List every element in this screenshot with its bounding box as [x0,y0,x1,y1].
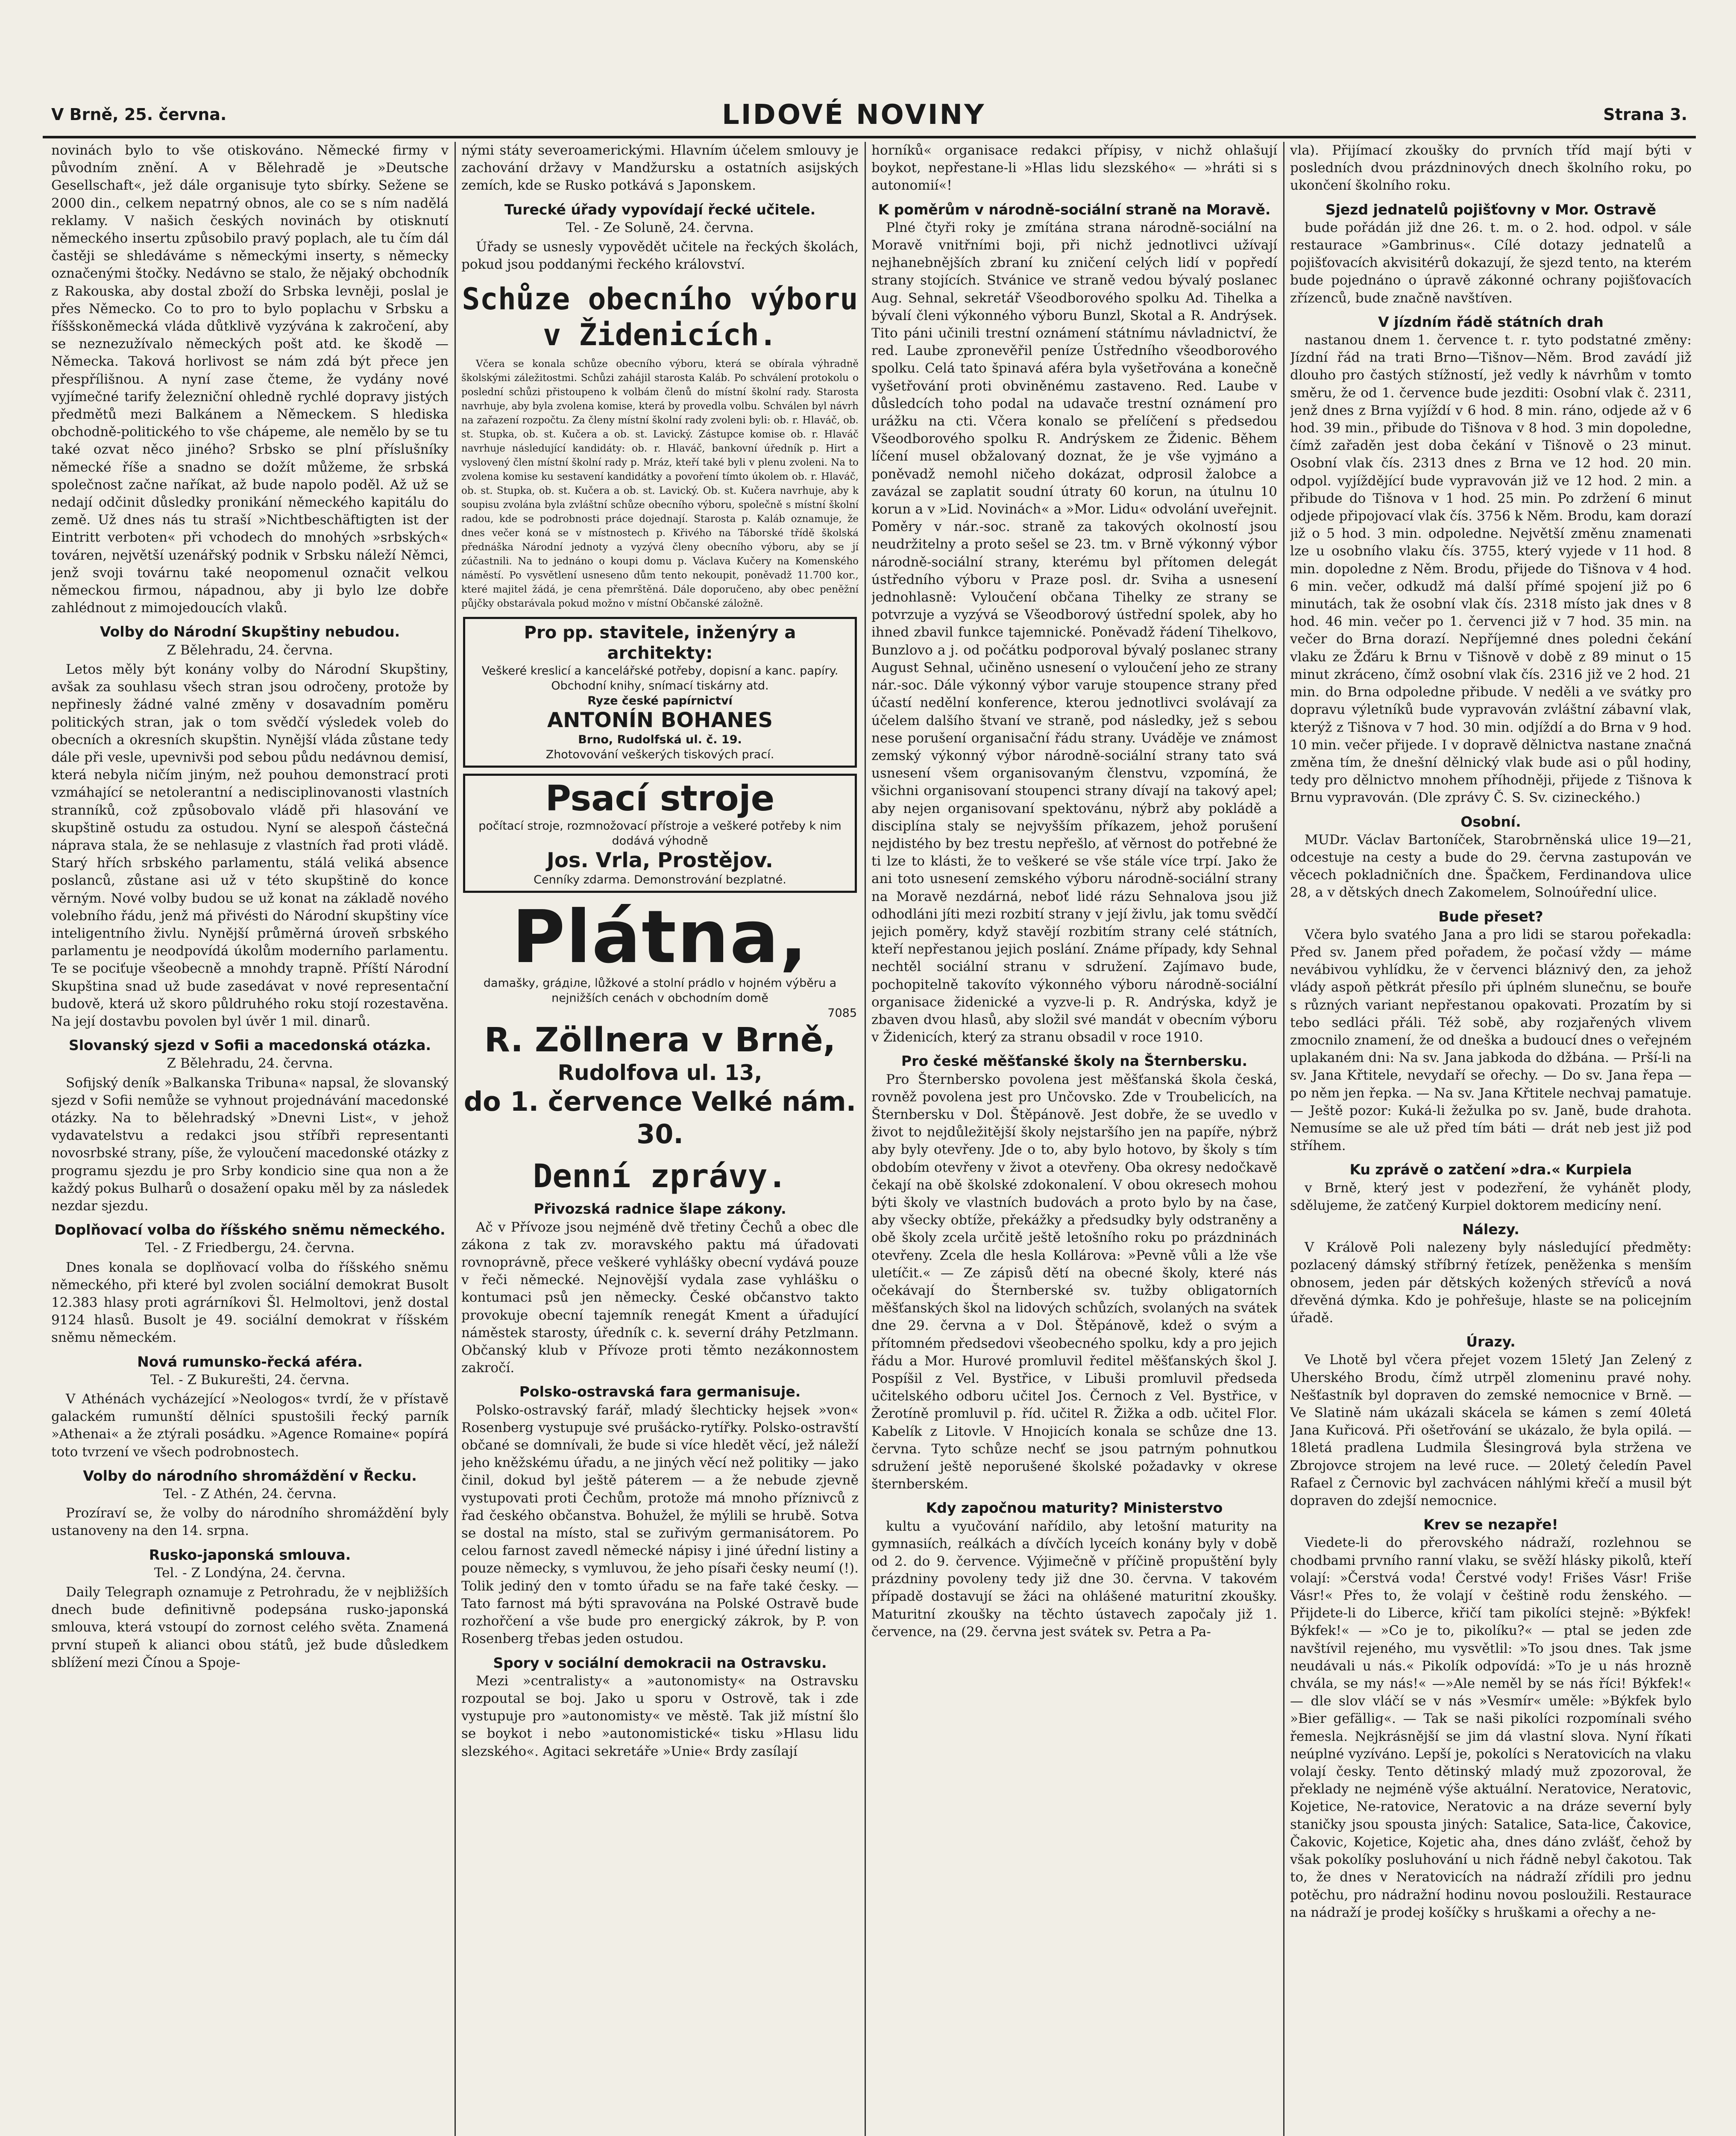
article-heading: Krev se nezapře! [1423,1516,1558,1533]
article-heading: Volby do národního shromáždění v Řecku. [83,1467,417,1484]
article-text: Včera bylo svatého Jana a pro lidi se starou pořekadla: Před sv. Janem před pořadem, že počasí vždy — máme nevábivou vyhlídku, že v červenci bláznivý den, za jehož vlády aspoň pětkrát přesílo při úplném slunečnu, se bouře s různých variant nepřestanou opakovati. Prozatím by si tebo sedláci přáli. Též sobě, aby rozjařených vlivem zmocnilo znamení, že od dneška a budoucí dnes o veřejném uplakaném dni: Na sv. Jana jabkoda do džbána. — Prší-li na sv. Jana Křtitele, nevydaří se ořechy. — Do sv. Jana řepa — po něm jen řepka. — Na sv. Jana Křtitele nechvaj pamatuje. — Ještě pozor: Kuká-li žežulka po sv. Janě, bude drahota. Nemusíme se ale už před tím báti — drát neb jest již pod stříhem. [1290,927,1692,1154]
ad-number: 7085 [827,1006,857,1020]
ad-text: damašky, gráділe, lůžkové a stolní prádlo v hojném výběru a nejnižších cenách v obchodním domě [483,977,837,1005]
article-text: horníků« organisace redakci přípisy, v nichž ohlašují boykot, nepřestane-li »Hlas lidu slezského« — »hráti si s autonomií«! [871,143,1277,194]
column-4 [1290,142,1692,2136]
article-text: kultu a vyučování nařídilo, aby letošní maturity na gymnasiích, reálkách a dívčích lyceích konány byly v době od 2. do 9. července. Výjimečně v příčině propuštění byly prázdniny povoleny tedy již dne 30. června. V takovém případě dostavují se žáci na ohlášené maturitní zkoušky. Maturitní zkoušky na těchto ústavech započaly již 1. července, na (29. června jest svátek sv. Petra a Pa- [871,1518,1277,1640]
article-text: vla). Přijímací zkoušky do prvních tříd mají býti v posledních dvou prázdninových dnech školního roku, po ukončení školního roku. [1290,143,1692,194]
article-text: Ač v Přívoze jsou nejméně dvě třetiny Čechů a obec dle zákona z tak zv. moravského paktu má úřadovati rovnoprávně, přece veškeré vyhlášky obecní vydává pouze v řeči německé. Nejnovější vydala zase vyhlášku o kontumaci psů jen německy. České občanstvo takto provokuje obecní tajemník renegát Kment a úřadující náměstek starosty, úředník c. k. severní dráhy Petzlmann. Občanský klub v Přívoze proti těmto nezákonnostem zakročí. [461,1219,859,1376]
article-heading: Polsko-ostravská fara germanisuje. [519,1383,801,1400]
article-heading: Nová rumunsko-řecká aféra. [137,1353,363,1370]
ad-new-address: do 1. července Velké nám. 30. [463,1086,856,1150]
article-heading: Kdy započnou maturity? Ministerstvo [926,1499,1223,1517]
column-2 [461,142,859,2136]
issue-date: V Brně, 25. června. [51,105,227,124]
article-heading: Osobní. [1460,813,1521,830]
ad-headline: Psací stroje [545,778,775,819]
article-text: Sofijský deník »Balkanska Tribuna« napsal, že slovanský sjezd v Sofii nemůže se vyhnout projednávání macedonské otázky. Na to bělehradský »Dnevni List«, v jehož vydavatelstvu a redakci jsou stříbři representanti novosrbské strany, píše, že vyloučení macedonské otázky z programu sjezdu je pro Srby kondicio sine qua non a že každý pokus Bulharů o dosažení opaku měl by za následek nezdar sjezdu. [51,1075,449,1214]
ad-address: Rudolfova ul. 13, [557,1060,762,1086]
article-text-small: Včera se konala schůze obecního výboru, která se obírala výhradně školskými záležitostmi. Schůzi zahájil starosta Kaláb. Po schválení protokolu o poslední schůzi přistoupeno k volbám členů do místní školní rady. Starosta navrhuje, aby byla zvolena komise, která by provedla volbu. Schválen byl návrh na zařazení rozpočtu. Za členy místní školní rady zvoleni byli: ob. r. Hlaváč, ob. st. Stupka, ob. st. Kučera a ob. st. Lavický. Zástupce komise ob. r. Hlaváč navrhuje následující kandidáty: ob. r. Hlaváč, bankovní úředník p. Hirt a vyslovený člen místní školní rady p. Mráz, kteří také byli v plenu zvoleni. Na to zvolena komise ku sestavení kandidátky a povoření tímto úkolem ob. r. Hlaváč, ob. st. Stupka, ob. st. Kučera a ob. st. Lavický. Ob. st. Kučera navrhuje, aby k soupisu zvolána byla zvláštní schůze obecního výboru, společně s místní školní radou, kde se podrobnosti práce dojednají. Starosta p. Kaláb oznamuje, že dnes večer koná se v místnostech p. Křivého na Táborské třídě školská přednáška Národní jednoty a vyzývá členy obecního výboru, aby se jí zúčastnili. Na to jednáno o koupi domu p. Václava Kučery na Komenského náměstí. Po vysvětlení usneseno dům tento nekoupit, poněvadž 11.700 kor., které majitel žádá, je cena přemrštěná. Dále doporučeno, aby obec peněžní půjčky obstarávala pokud možno v místní Občanské záložně. [461,358,859,610]
article-text: Mezi »centralisty« a »autonomisty« na Ostravsku rozpoutal se boj. Jako u sporu v Ostrově, tak i zde vystupuje pro »autonomisty« ve městě. Tak již místní šlo se boykot i nebo »autonomistické« tisku »Hlasu lidu slezského«. Agitaci sekretáře »Unie« Brdy zasílají [461,1673,859,1759]
article-text: Polsko-ostravský farář, mladý šlechticky hejsek »von« Rosenberg vystupuje své prušácko-rytířky. Polsko-ostravští občané se domnívali, že bude si více hledět věcí, jež náleží jeho kněžskému úřadu, a ne jiných věcí než politiky — jako činil, dokud byl ještě páterem — a že nebude zjevně vystupovati proti Čechům, protože má mnoho příznivců z řad českého občanstva. Bohužel, že mýlili se hrubě. Sotva se dostal na místo, stal se zuřivým germanisátorem. Po celou farnost zavedl německé nápisy i jiné úřední listiny a pouze německy, s vymluvou, že jeho písaři česky neumí (!). Tolik jediný den v tomto úřadu se na faře také česky. — Tato farnost má býti spravována na Polské Ostravě bude rozhořčení a vše bude pro energický zákrok, by P. von Rosenberg třebas jeden ostudou. [461,1402,859,1647]
section-title: Denní zprávy. [533,1157,787,1195]
article-title-large: Schůze obecního výboru v Židenicích. [462,282,858,353]
article-heading: Úrazy. [1466,1333,1516,1350]
ad-text: počítací stroje, rozmnožovací přístroje a veškeré potřeby k nim dodává výhodně [478,819,842,848]
column-1 [51,142,449,2136]
article-text: nými státy severoamerickými. Hlavním účelem smlouvy je zachování državy v Mandžursku a ostatních asijských zemích, kde se Rusko potkává s Japonskem. [461,143,859,194]
article-heading: Rusko-japonská smlouva. [149,1546,351,1563]
dateline: Tel. - Z Friedbergu, 24. června. [145,1240,355,1256]
dateline: Tel. - Z Londýna, 24. června. [154,1565,346,1581]
column-3 [871,142,1277,2136]
ad-headline: Pro pp. stavitele, inženýry a architekty: [524,623,796,663]
dateline: Tel. - Z Bukurešti, 24. června. [150,1372,350,1388]
article-heading: Slovanský sjezd v Sofii a macedonská otázka. [68,1037,431,1054]
article-heading: Ku zprávě o zatčení »dra.« Kurpiela [1349,1161,1632,1178]
advertisement-vrla [463,774,857,893]
article-heading: Turecké úřady vypovídají řecké učitele. [504,201,816,218]
article-heading: Bude přeset? [1438,908,1543,925]
column-divider [865,142,866,2136]
dateline: Z Bělehradu, 24. června. [167,642,333,658]
dateline: Z Bělehradu, 24. června. [167,1056,333,1071]
article-text: novinách bylo to vše otiskováno. Německé firmy v původním znění. A v Bělehradě je »Deutsche Gesellschaft«, jež dále organisuje tyto sbírky. Sežene se 2000 din., celkem nepatrný obnos, ale co se s ním nadělá reklamy. V našich českých novinách by otisknutí německého insertu způsobilo pravý poplach, ale tu čím dál častěji se shledáváme s německými inserty, s německy označenými štočky. Nedávno se stalo, že nějaký obchodník z Rakouska, aby dostal zboží do Srbska levněji, poslal je přes Německo. Co to pro to bylo poplachu v Srbsku a říššskoněmecká vláda důtklivě vyzývána k zakročení, aby se neznezužívalo německých pošt atd. ke škodě — Německa. Taková horlivost se nám zdá být přece jen přespřílišnou. A nyní zase čteme, že vydány nové vyjímečné tarify železniční ohledně rychlé dopravy jistých předmětů mezi Balkánem a Německem. S hlediska obchodně-politického to vše chápeme, ale nemělo by se tu také ozvat něco jiného? Srbsko se plní příslušníky německé říše a snadno se dožít můžeme, že srbská společnost začne naříkat, až bude napolo poděl. Až už se nedají odčinit důsledky pronikání německého kapitálu do země. Už dnes nás tu straší »Nichtbeschäftigten ist der Eintritt verboten« při vchodech do mnohých »srbských« továren, největší uzenářský podnik v Srbsku náleží Němci, jenž svoji továrnu také neopomenul označit velkou německou firmou, nápadnou, aby ji bylo lze dobře zahlédnout z mimojedoucích vlaků. [51,143,449,616]
article-text: V Králově Poli nalezeny byly následující předměty: pozlacený dámský stříbrný řetízek, peněženka s menším obnosem, jeden pár dětských kožených střevíců a nová dřevěná dýmka. Kdo je pohřešuje, hlaste se na policejním úřadě. [1290,1240,1692,1326]
dateline: Tel. - Ze Soluně, 24. června. [566,220,754,235]
article-text: Dnes konala se doplňovací volba do říšského sněmu německého, při které byl zvolen sociální demokrat Busolt 12.383 hlasy proti agrárníkovi Šl. Helmoltovi, jenž dostal 9124 hlasů. Busolt je 49. sociální demokrat v říšském sněmu německém. [51,1259,449,1346]
newspaper-title: LIDOVÉ NOVINY [722,99,986,131]
article-text: Pro Šternbersko povolena jest měšťanská škola česká, rovněž povolena jest pro Unčovsko. Zde v Troubelicích, na Šternbersku v Dol. Štěpánově. Jest dobře, že se uvedlo v život to nejdůležitější školy nejstaršího jen na papíře, nýbrž aby byly otevřeny. Jde o to, aby bylo hotovo, by školy s tím obdobím otevřeny v život a otevřeny. Oba okresy nedočkavě čekají na obě školské zdokonalení. V obou okresech mohou býti školy ve vlastních budovách a proto bylo by na čase, aby všecky obtíže, překážky a předsudky byly odstraněny a obě školy zcela určitě ještě letošního roku po prázdninách otevřeny. Zcela dle hesla Kollárova: »Pevně vůli a lže vše uletíčit.« — Ze zápisů dětí na obecné školy, které nás očekávají do Šternberské sv. tužby obligatorních měšťanských škol na lidových schůzích, svolaných na svátek dne 29. června a v Dol. Štěpánově, kdež o svým a přítomném předsedovi všeobecného spolku, kdy a pro jejich řádu a Mor. Hurové promluvil ředitel měšťanských škol J. Pospíšil z Vel. Bystřice, v Libuši promluvil předseda učitelského odboru učitel Jos. Černoch z Vel. Bystřice, v Žerotíně promluvil p. říd. učitel R. Žižka a odb. učitel Flor. Kabelík z Litovle. V Hnojicích konala se schůze dne 13. června. Tyto schůze nechť se jsou patrným pohnutkou sdružení ještě neporušené školské požadavky v okrese šternberském. [871,1071,1277,1492]
article-heading: Sjezd jednatelů pojišťovny v Mor. Ostravě [1325,201,1657,218]
dateline: Tel. - Z Athén, 24. června. [163,1486,337,1502]
article-text: bude pořádán již dne 26. t. m. o 2. hod. odpol. v sále restaurace »Gambrinus«. Cílé dotazy jednatelů a pojišťovacích akvisitérů dokazují, že sjezd tento, na kterém bude pojednáno o úpravě zákonné ochrany pojišťovacích zřízenců, bude značně navštíven. [1290,220,1692,306]
ad-text: Veškeré kreslicí a kancelářské potřeby, dopisní a kanc. papíry. Obchodní knihy, snímací tiskárny atd. [481,664,839,693]
ad-company-name: ANTONÍN BOHANES [547,708,773,733]
article-text: Viedete-li do přerovského nádraží, rozlehnou se chodbami prvního ranní vlaku, se svěží hlásky pikolů, kteří volají: »Čerstvá voda! Čerstvé vody! Frišes Vásr! Friše Vásr!« Přes to, že volají v češtině rodu ženského. — Přijdete-li do Liberce, křičí tam pikolíci stejně: »Býkfek! Býkfek!« — »Co je to, pikolíku?« — ptal se jeden zde navštívil rejeného, mu vysvětlil: »To jsou dnes. Tak jsme neudávali u nás.« Pikolík odpovídá: »To je u nás hrozně chvála, se my nás!« —»Ale neměl by se nás říci! Býkfek!« — dle slov vláčí se v nás »Vesmír« uměle: »Býkfek bylo »Bier gefällig«. — Tak se naši pikolíci rozpomínali svého řemesla. Nejkrásnější se jim dá vlastní slova. Nyní říkati neúplné vyzíváno. Lepší je, pokolíci s Neratovicích na vlaku volají česky. Tento dětinský mladý muž zpozoroval, že překlady ne nejméně výše aktuální. Neratovice, Neratovic, Kojetice, Ne-ratovice, Neratovic a na dráze severní byly staničky jsou spousta jiných: Satalice, Sata-lice, Čakovice, Čakovic, Kojetice, Kojetic aha, dnes dáno zvlášť, čehož by však pokolíky posluhování u nich řádně nebyl čakotou. Tak to, že dnes v Neratovicích na nádraží zřídili pro jednu potěchu, pro nádražní hodinu novou posloužili. Restaurace na nádraží je prodej košíčky s hruškami a ořechy a ne- [1290,1535,1692,1920]
article-heading: Volby do Národní Skupštiny nebudou. [100,623,400,640]
ad-headline: Plátna, [512,895,808,980]
advertisement-bohanes [463,617,857,768]
advertisement-zollner [463,895,857,1150]
article-heading: Pro české měšťanské školy na Šternbersku. [901,1053,1248,1070]
article-text: Letos měly být konány volby do Národní Skupštiny, avšak za souhlasu všech stran jsou odročeny, protože by nepřinesly žádné valné změny v dosavadním poměru politických stran, jak o tom svědčí výsledek voleb do obecních a okresních skupštin. Nynější vláda zůstane tedy dále při vesle, upevnivši pod sebou půdu nedávnou demisí, která nebyla ničím jiným, než pouhou demonstrací proti vzmáhající se netolerantní a nedisciplinovanosti vlastních stranníků, což způsobovalo vládě při hlasování ve skupštině ostudu za ostudou. Nyní se alespoň částečná náprava stala, že se nehlasuje z vlastních řad proti vládě. Starý hřích srbského parlamentu, stálá veliká absence poslanců, zůstane asi už v této skupštině do konce věrným. Nové volby budou se už konat na základě nového volebního řádu, jenž má přivésti do Národní skupštiny více inteligentního živlu. Nynější průměrná úroveň srbského parlamentu je neodpovídá úkolům moderního parlamentu. Te se pociťuje všeobecně a mnohdy trapně. Příští Národní Skupština snad už bude zasedávat v nové representační budově, která už skoro půldruhého roku stojí rozestavěna. Na její dostavbu povolen byl úvěr 1 mil. dinarů. [51,661,449,1029]
column-divider [455,142,456,2136]
ad-text: Ryze české papírnictví [587,694,733,708]
article-text: Plné čtyři roky je zmítána strana národně-sociální na Moravě vnitřními boji, při nichž jednotlivci užívají nejhanebnějších zbraní ku zničení celých lidí v popředí strany stojících. Stvánice ve straně vedou bývalý poslanec Aug. Sehnal, sekretář Všeodborového spolku Ad. Tihelka a bývalí členi výkonného výboru Bunzl, Skotal a R. Andrýsek. Tito páni učinili trestní oznámení státnímu návladnictví, že red. Laube zpronevěřil peníze Ústředního všeodborového spolku. Celá tato špinavá aféra byla vyšetřována a konečně vyšetřování proti obviněnému zastaveno. Red. Laube v důsledcích toho podal na udavače trestní oznámení pro urážku na cti. Včera konalo se přelíčení s předsedou Všeodborového spolku R. Andrýskem ze Židenic. Během líčení musel obžalovaný doznat, že je vše vyjmáno a poněvadž nemohl ničeho dokázat, odprosil žalobce a zavázal se zaplatit soudní útraty 60 korun, na útulnu 10 korun a v »Lid. Novinách« a »Mor. Lidu« odvolání uveřejnit. Poměry v nár.-soc. straně za takových okolností jsou neudržitelny a proto sešel se 23. tm. v Brně výkonný výbor národně-sociální strany, kterému byl přítomen delegát ústředního výboru v Praze posl. dr. Sviha a usnesení jednohlasně: Vyloučení občana Tihelky ze strany se potvrzuje a vyzývá se Všeodborový ústřední spolek, aby ho ihned zbavil funkce tajemnické. Poněvadž řádení Tihelkovo, Bunzlovo a j. od počátku podporoval bývalý poslanec strany August Sehnal, učiněno usnesení o vyloučení jeho ze strany nár.-soc. Dále výkonný výbor varuje stoupence strany před účastí nedělní konference, kterou jednotlivci svolávají za účelem dalšího štvaní ve straně, pod následky, jež s sebou nese porušení organisační řádu strany. Uváděje ve známost zemský výkonný výbor národně-sociální strany tato svá usnesení všem organisovaným členstvu, vzpomíná, že všichni organisovaní stoupenci strany dívají na takový apel; aby nejen organisovaní spektovánu, nýbrž aby pokládě a disciplína staly se nejvyšším příkazem, jehož porušení nejdistého by bez trestu nepřešlo, ať věrnost do potřebné že ti lze to klásti, že to veškeré se vše stále více trpí. Jako že ani toto usnesení zemského výboru národně-sociální strany na Moravě nezdárná, neboť lidé rázu Sehnalova jsou již odhodláni jíti mezi rozbití strany v její živlu, jak tomu svědčí jejich poměry, když stavějí rozbitím strany celé státních, kteří nepřestanou jejich poslání. Známe případy, kdy Sehnal nechtěl sociální stranu v sdružení. Zajímavo bude, pochopitelně takovíto výkonného výboru národně-sociální organisace židenické a vyzve-li p. R. Andrýska, když je zbaven dvou hlasů, aby složil své mandát v obecním výboru v Židenicích, který za stranu obsadil v roce 1910. [871,220,1277,1045]
article-heading: Přivozská radnice šlape zákony. [534,1200,786,1218]
article-text: Prozíraví se, že volby do národního shromáždění byly ustanoveny na den 14. srpna. [51,1505,449,1539]
article-text: Ve Lhotě byl včera přejet vozem 15letý Jan Zelený z Uherského Brodu, čímž utrpěl zlomeninu pravé nohy. Nešťastník byl dopraven do zemské nemocnice v Brně. — Ve Slatině nám ukázali skácela se kámen s zemí 40letá Jana Kuřicová. Při ošetřování se ukázalo, že byla opilá. — 18letá pradlena Ludmila Šlesingrová byla stržena ve Zbrojovce strojem na levé ruce. — 20letý čeledín Pavel Rafael z Černovic byl zachvácen náhlými křečí a musil být dopraven do zdejší nemocnice. [1290,1352,1692,1509]
ad-company-name: R. Zöllnera v Brně, [484,1021,836,1060]
article-heading: V jízdním řádě státních drah [1378,313,1604,330]
column-divider [1283,142,1284,2136]
article-text: nastanou dnem 1. července t. r. tyto podstatné změny: Jízdní řád na trati Brno—Tišnov—Něm. Brod zavádí již dlouho pro častých stížností, jež vedly k návrhům v tomto směru, že od 1. července bude jezditi: Osobní vlak č. 2311, jenž dnes z Brna vyjíždí v 6 hod. 8 min. ráno, odjede až v 6 hod. 39 min., přibude do Tišnova v 8 hod. 3 min dopoledne, čímž zařaděn jest doba čekání v Tišnově o 23 minut. Osobní vlak čís. 2313 dnes z Brna ve 12 hod. 20 min. odpol. vyjíždějící bude vypravován již ve 12 hod. 2 min. a přibude do Tišnova v 1 hod. 25 min. Po zdržení 6 minut odjede připojovací vlak čís. 3756 k Něm. Brodu, kam dorazí již o 5 hod. 3 min. odpoledne. Největší změnu znamenati lze u osobního vlaku čís. 3755, který vyjede v 11 hod. 8 min. dopoledne z Něm. Brodu, přijede do Tišnova v 4 hod. 6 min. večer, odkudž má další přímé spojení již po 6 minutách, tak že osobní vlak čís. 2318 místo jak dnes v 8 hod. 46 min. večer po 1. červenci již v 7 hod. 35 min. na večer do Brna dorazí. Nepříjemné dnes poledni čekání vlaku ze Žďáru k Brnu v Tišnově v době z 89 minut o 15 minut zkráceno, čímž osobní vlak čís. 2316 již ve 2 hod. 21 min. do Brna odpoledne přibude. V neděli a ve svátky pro dopravu výletníků bude vypravován zvláštní zábavní vlak, kterýž z Tišnova v 7 hod. 30 min. odjíždí a do Brna v 9 hod. 10 min. večer přijede. I v dopravě dělnictva nastane značná změna tím, že dnešní dělnický vlak bude asi o půl hodiny, tedy pro dělnictvo mnohem příhodněji, přijede z Tišnova k Brnu vypravován. (Dle zprávy Č. S. Sv. cizineckého.) [1290,332,1692,806]
article-heading: K poměrům v národně-sociální straně na Moravě. [878,201,1271,218]
article-text: Úřady se usnesly vypovědět učitele na řeckých školách, pokud jsou poddanými řeckého království. [461,239,859,273]
article-heading: Nálezy. [1462,1221,1519,1238]
masthead [43,97,1696,138]
ad-address: Brno, Rudolfská ul. č. 19. [578,733,742,747]
article-text: V Athénách vycházející »Neologos« tvrdí, že v přístavě galackém rumunští dělníci spustošili řecký parník »Athenai« a že ztýrali posádku. »Agence Romaine« popírá toto tvrzení ve všech podrobnostech. [51,1391,449,1460]
article-text: MUDr. Václav Bartoníček, Starobrněnská ulice 19—21, odcestuje na cesty a bude do 29. června zastupován ve věcech pokladničních dne. Špačkem, Ferdinandova ulice 28, a v dětských dnech Zakomelem, Solnoúřední ulice. [1290,832,1692,901]
article-heading: Doplňovací volba do říšského sněmu německého. [54,1221,446,1238]
article-heading: Spory v sociální demokracii na Ostravsku. [493,1654,827,1671]
ad-text: Zhotovování veškerých tiskových prací. [545,748,774,762]
article-text: v Brně, který jest v podezření, že vyhánět plody, sdělujeme, že zatčený Kurpiel doktorem medicíny není. [1290,1180,1692,1213]
article-text: Daily Telegraph oznamuje z Petrohradu, že v nejbližších dnech bude definitivně podepsána rusko-japonská smlouva, která vstoupí do zornost celého světa. Znamená první stupeň k alianci obou států, jež bude důsledkem sblížení mezi Čínou a Spoje- [51,1584,449,1670]
page-number: Strana 3. [1603,105,1687,124]
ad-company-name: Jos. Vrla, Prostějov. [547,848,773,873]
ad-text: Cenníky zdarma. Demonstrování bezplatné. [534,873,786,887]
